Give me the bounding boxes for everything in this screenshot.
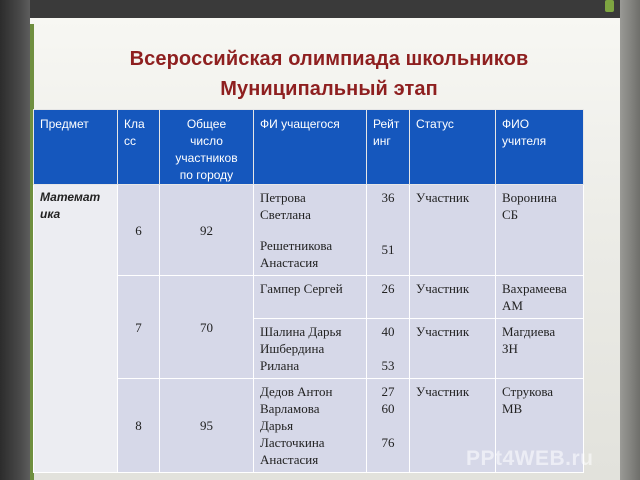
header-grade: Кла сс	[118, 110, 160, 185]
status-cell: Участник	[410, 276, 496, 319]
student-cell: Гампер Сергей	[254, 276, 367, 319]
rating-cell: 26	[367, 276, 410, 319]
teacher-cell: Магдиева ЗН	[496, 319, 584, 379]
teacher-cell: Вахрамеева АМ	[496, 276, 584, 319]
total-cell: 92	[160, 185, 254, 276]
total-cell: 70	[160, 276, 254, 379]
header-total-participants: Общее число участников по городу	[160, 110, 254, 185]
table-header-row	[34, 110, 584, 185]
status-cell: Участник	[410, 185, 496, 276]
background-left-bar	[0, 0, 30, 480]
status-cell: Участник	[410, 379, 496, 473]
rating-cell: 36 51	[367, 185, 410, 276]
background-right-shade	[620, 0, 640, 480]
teacher-cell: Струкова МВ	[496, 379, 584, 473]
results-table	[33, 109, 584, 473]
header-status: Статус	[410, 110, 496, 185]
grade-cell: 8	[118, 379, 160, 473]
rating-cell: 27 60 76	[367, 379, 410, 473]
accent-dot	[605, 0, 614, 12]
status-cell: Участник	[410, 319, 496, 379]
header-student: ФИ учащегося	[254, 110, 367, 185]
student-cell: Шалина Дарья Ишбердина Рилана	[254, 319, 367, 379]
watermark-logo: PPt4WEB.ru	[466, 447, 594, 470]
header-subject: Предмет	[34, 110, 118, 185]
header-teacher: ФИО учителя	[496, 110, 584, 185]
total-cell: 95	[160, 379, 254, 473]
grade-cell: 6	[118, 185, 160, 276]
header-rating: Рейт инг	[367, 110, 410, 185]
subject-cell: Математ ика	[34, 185, 118, 473]
rating-cell: 40 53	[367, 319, 410, 379]
slide-title: Всероссийская олимпиада школьников	[129, 48, 529, 70]
table-row	[34, 185, 584, 276]
student-cell: Дедов Антон Варламова Дарья Ласточкина Анастасия	[254, 379, 367, 473]
slide-subtitle: Муниципальный этап	[220, 78, 438, 100]
teacher-cell: Воронина СБ	[496, 185, 584, 276]
grade-cell: 7	[118, 276, 160, 379]
student-cell: Петрова Светлана Решетникова Анастасия	[254, 185, 367, 276]
